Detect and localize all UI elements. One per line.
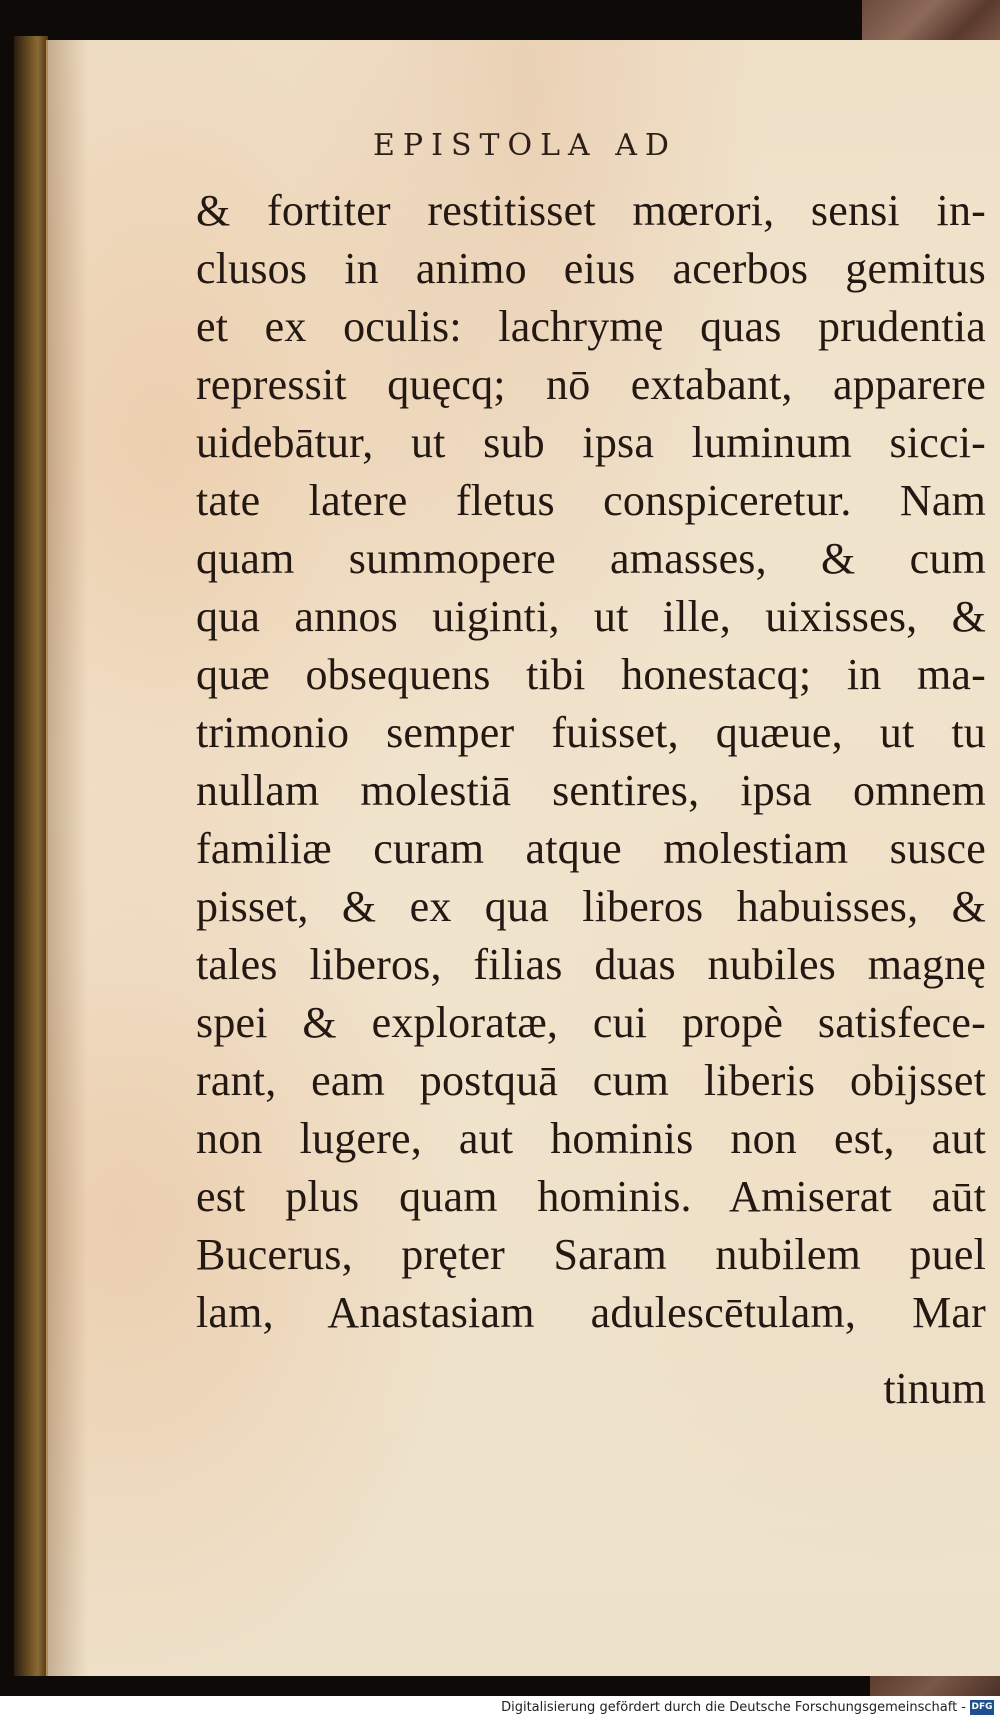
text-line: qua annos uiginti, ut ille, uixisses, & xyxy=(196,592,986,641)
text-line: et ex oculis: lachrymę quas prudentia xyxy=(196,302,986,351)
text-line: & fortiter restitisset mœrori, sensi in- xyxy=(196,186,986,235)
catchword: tinum xyxy=(883,1364,986,1413)
text-line: spei & exploratæ, cui propè satisfece- xyxy=(196,998,986,1047)
text-line: nullam molestiā sentires, ipsa omnem xyxy=(196,766,986,815)
text-block xyxy=(196,182,986,1342)
text-line: trimonio semper fuisset, quæue, ut tu xyxy=(196,708,986,757)
dfg-logo: DFG xyxy=(970,1700,994,1715)
text-line: pisset, & ex qua liberos habuisses, & xyxy=(196,882,986,931)
text-line: clusos in animo eius acerbos gemitus xyxy=(196,244,986,293)
text-line: quam summopere amasses, & cum xyxy=(196,534,986,583)
text-line: est plus quam hominis. Amiserat aūt xyxy=(196,1172,986,1221)
text-line: Bucerus, pręter Saram nubilem puel xyxy=(196,1230,986,1279)
book-page xyxy=(46,40,1000,1676)
book-spine xyxy=(14,36,48,1676)
gutter-shadow xyxy=(48,40,88,1676)
text-line: non lugere, aut hominis non est, aut xyxy=(196,1114,986,1163)
text-line: uidebātur, ut sub ipsa luminum sicci- xyxy=(196,418,986,467)
digitization-footer xyxy=(0,1696,1000,1720)
text-line: tate latere fletus conspiceretur. Nam xyxy=(196,476,986,525)
funding-credit: Digitalisierung gefördert durch die Deutsche Forschungsgemeinschaft - xyxy=(501,1700,966,1715)
running-head: EPISTOLA AD xyxy=(373,128,677,163)
text-line: quæ obsequens tibi honestacq; in ma- xyxy=(196,650,986,699)
text-line: rant, eam postquā cum liberis obijsset xyxy=(196,1056,986,1105)
text-line: familiæ curam atque molestiam susce xyxy=(196,824,986,873)
text-line: tales liberos, filias duas nubiles magnę xyxy=(196,940,986,989)
text-line: lam, Anastasiam adulescētulam, Mar xyxy=(196,1288,986,1337)
text-line: repressit quęcq; nō extabant, apparere xyxy=(196,360,986,409)
